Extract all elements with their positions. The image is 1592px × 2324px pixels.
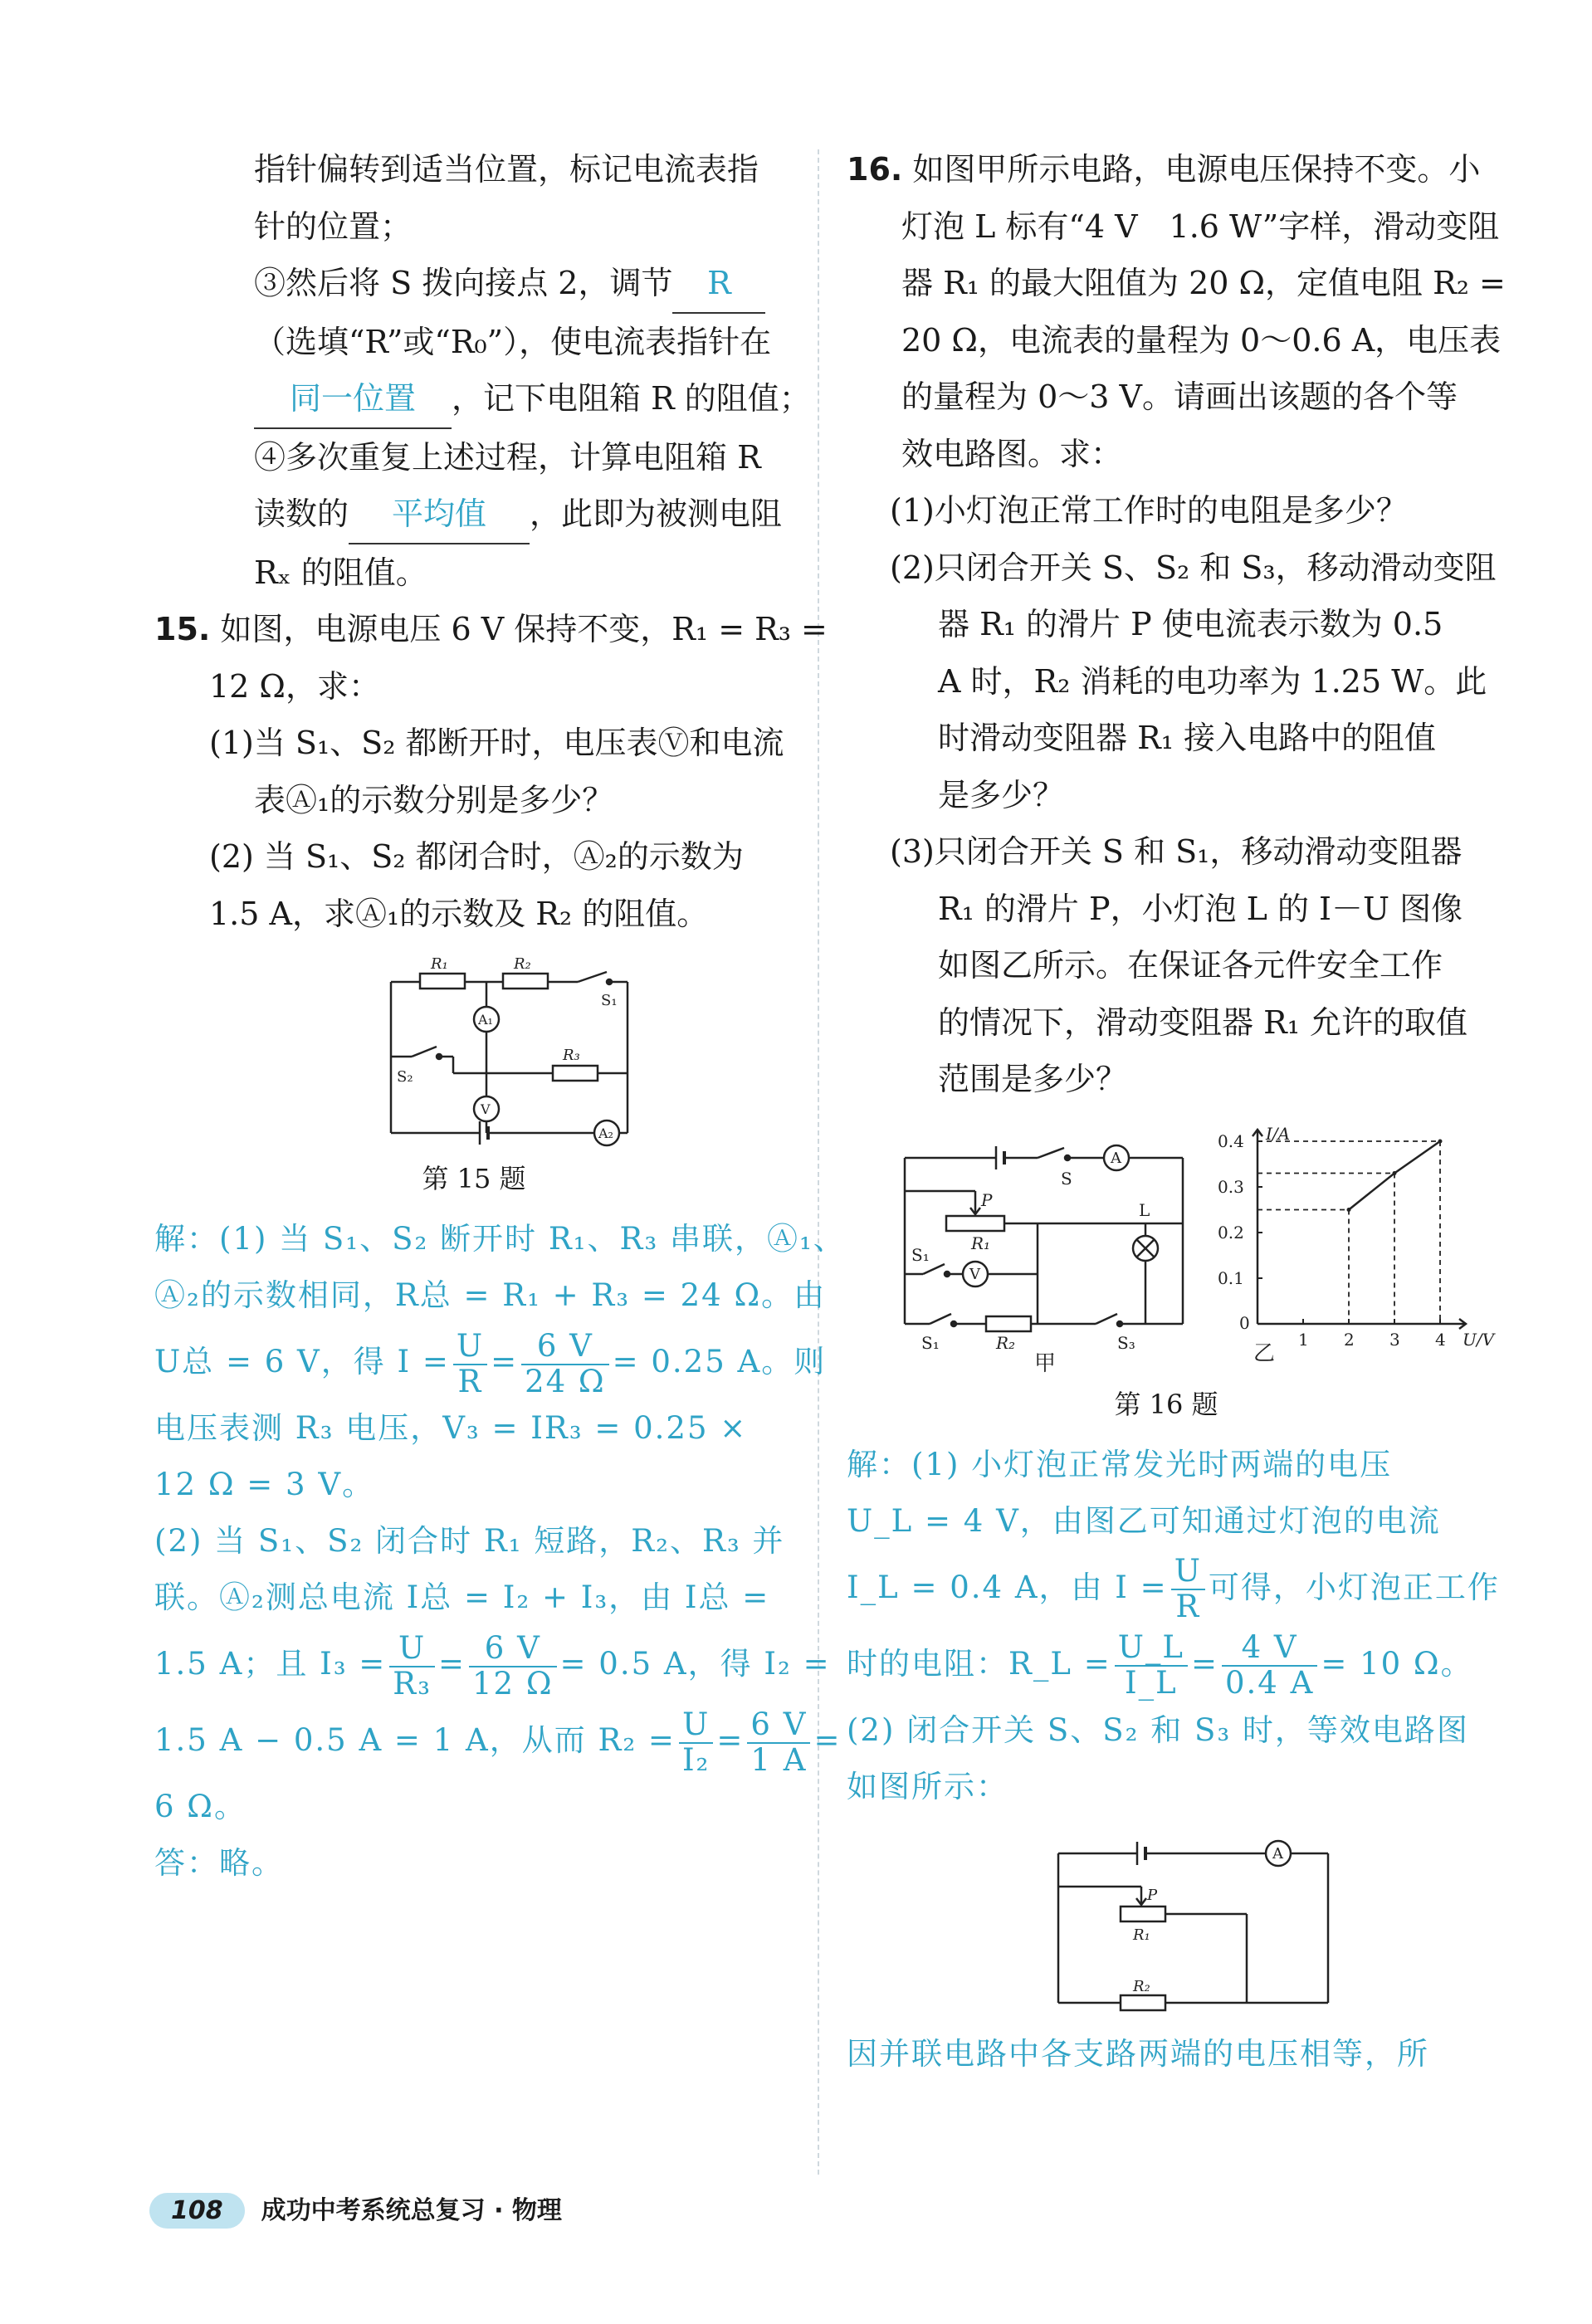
answer-blank: R	[672, 255, 765, 314]
text-line: 的情况下，滑动变阻器 R₁ 允许的取值	[938, 1003, 1468, 1041]
fraction: $\frac{U}{\text{R₃}}$	[389, 1632, 435, 1701]
fraction: $\frac{6 V}{1 A}$	[747, 1708, 810, 1777]
text-line: 表Ⓐ₁的示数分别是多少？	[254, 781, 614, 818]
text-line: 效电路图。求：	[901, 435, 1123, 472]
y-tick-label: 0.2	[1218, 1222, 1244, 1243]
answer-line: 答：略。	[154, 1845, 284, 1881]
label-s1-bottom: S₁	[921, 1332, 940, 1353]
fraction: $\frac{6 V}{12 \Omega}$	[469, 1632, 557, 1701]
label-a1: A₁	[478, 1012, 493, 1028]
text-line: ③然后将 S 拨向接点 2，调节 R	[154, 255, 794, 314]
label-p: P	[981, 1189, 993, 1210]
label-r3: R₃	[563, 1047, 580, 1064]
label-r2-eq: R₂	[1133, 1977, 1150, 1995]
answer-line: 联。Ⓐ₂测总电流 I总 = I₂ + I₃，由 I总 =	[154, 1579, 770, 1615]
fraction: $\frac{6 V}{24 \Omega}$	[521, 1330, 609, 1399]
answer-line: Ⓐ₂的示数相同，R总 = R₁ + R₃ = 24 Ω。由	[154, 1277, 827, 1313]
text-line: 1.5 A，求Ⓐ₁的示数及 R₂ 的阻值。	[209, 895, 709, 932]
question-15-stem: 15. 如图，电源电压 6 V 保持不变，R₁ = R₃ =	[154, 611, 828, 647]
answer-blank: 同一位置	[254, 370, 452, 429]
label-yi: 乙	[1253, 1340, 1276, 1366]
label-a2: A₂	[598, 1125, 613, 1141]
label-s1-16: S₁	[911, 1244, 930, 1265]
x-tick-label: 2	[1344, 1329, 1355, 1350]
x-tick-label: 3	[1389, 1329, 1400, 1350]
text-line: ④多次重复上述过程，计算电阻箱 R	[254, 438, 761, 476]
fraction: $\frac{U}{R}$	[453, 1330, 487, 1399]
text-line: 的量程为 0～3 V。请画出该题的各个等	[901, 378, 1458, 415]
text-line: 如图乙所示。在保证各元件安全工作	[938, 947, 1443, 984]
question-16-stem: 16. 如图甲所示电路，电源电压保持不变。小	[847, 151, 1481, 188]
question-number: 15.	[154, 611, 211, 647]
text-line: 读数的 平均值 ，此即为被测电阻	[154, 486, 794, 544]
answer-line: 如图所示：	[847, 1768, 1008, 1804]
figure-caption-16: 第 16 题	[1114, 1388, 1218, 1420]
label-r2-16: R₂	[996, 1332, 1016, 1353]
column-divider	[818, 149, 819, 2175]
text-line: 20 Ω，电流表的量程为 0～0.6 A，电压表	[901, 321, 1502, 359]
answer-line: 时的电阻：R_L = $\frac{U\_L}{I\_L}$ = $\frac{4 V}{0.4 A}$ = 10 Ω。	[847, 1629, 1473, 1701]
text-line: 时滑动变阻器 R₁ 接入电路中的阻值	[938, 720, 1437, 756]
answer-line: 1.5 A − 0.5 A = 1 A，从而 R₂ = $\frac{U}{\text{I₂}}$ = $\frac{6 V}{1 A}$ =	[154, 1706, 842, 1778]
data-point	[1438, 1139, 1443, 1143]
answer-line: 12 Ω = 3 V。	[154, 1467, 375, 1502]
label-jia: 甲	[1034, 1350, 1057, 1376]
answer-line: 解：(1) 当 S₁、S₂ 断开时 R₁、R₃ 串联，Ⓐ₁、	[154, 1221, 846, 1257]
answer-line: 解：(1) 小灯泡正常发光时两端的电压	[847, 1446, 1393, 1482]
left-column	[154, 141, 846, 1892]
answer-line: 电压表测 R₃ 电压，V₃ = IR₃ = 0.25 ×	[154, 1410, 748, 1446]
page-footer	[149, 2190, 562, 2229]
label-v-16: V	[969, 1265, 980, 1283]
text-line: 范围是多少？	[938, 1061, 1128, 1097]
x-tick-label: 4	[1435, 1329, 1446, 1350]
y-tick-label: 0.4	[1218, 1130, 1244, 1151]
label-r2: R₂	[514, 955, 531, 973]
y-axis-label: I/A	[1266, 1123, 1291, 1144]
text-line: R₁ 的滑片 P，小灯泡 L 的 I－U 图像	[938, 890, 1463, 927]
x-tick-label: 0	[1239, 1312, 1250, 1333]
label-s: S	[1061, 1168, 1072, 1189]
text-line: (2) 当 S₁、S₂ 都闭合时，Ⓐ₂的示数为	[209, 838, 744, 875]
answer-line: 6 Ω。	[154, 1789, 247, 1824]
text-line: Rₓ 的阻值。	[254, 554, 427, 591]
label-a: A	[1111, 1149, 1121, 1167]
text-line: 同一位置 ，记下电阻箱 R 的阻值；	[154, 370, 794, 429]
answer-line: I_L = 0.4 A，由 I = $\frac{U}{R}$ 可得，小灯泡正工作	[847, 1553, 1500, 1624]
answer-line: U总 = 6 V，得 I = $\frac{U}{R}$ = $\frac{6 V}{24 \Omega}$ = 0.25 A。则	[154, 1327, 827, 1399]
data-point	[1393, 1171, 1397, 1175]
answer-line: U_L = 4 V，由图乙可知通过灯泡的电流	[847, 1502, 1441, 1539]
label-s3: S₃	[1117, 1332, 1135, 1353]
data-point	[1347, 1208, 1351, 1212]
text-line: (3)只闭合开关 S 和 S₁，移动滑动变阻器	[890, 833, 1463, 870]
answer-line: 因并联电路中各支路两端的电压相等，所	[847, 2035, 1429, 2072]
label-r1-eq: R₁	[1133, 1926, 1150, 1944]
x-tick-label: 1	[1298, 1329, 1309, 1350]
label-l: L	[1139, 1199, 1150, 1220]
question-number: 16.	[847, 151, 903, 188]
text-line: 指针偏转到适当位置，标记电流表指	[254, 151, 759, 188]
fraction: $\frac{U\_L}{I\_L}$	[1115, 1631, 1188, 1700]
circuit-diagram-16-jia	[905, 1145, 1183, 1331]
label-s2: S₂	[397, 1068, 413, 1086]
circuit-diagram-15	[154, 957, 794, 1148]
x-axis-label: U/V	[1463, 1329, 1495, 1350]
fraction: $\frac{4 V}{0.4 A}$	[1222, 1631, 1317, 1700]
answer-line: 1.5 A；且 I₃ = $\frac{U}{\text{R₃}}$ = $\frac{6 V}{12 \Omega}$ = 0.5 A，得 I₂ =	[154, 1629, 831, 1702]
y-tick-label: 0.3	[1218, 1176, 1244, 1197]
answer-blank: 平均值	[349, 486, 530, 544]
figure-16	[847, 1123, 1495, 1376]
right-column	[847, 141, 1506, 2082]
fraction: $\frac{U}{R}$	[1171, 1555, 1205, 1623]
text-line: 12 Ω，求：	[209, 667, 380, 705]
y-tick-label: 0.1	[1218, 1267, 1244, 1288]
equivalent-circuit-16	[847, 1828, 1486, 2019]
book-title: 成功中考系统总复习 · 物理	[261, 2196, 562, 2225]
text-line: 器 R₁ 的最大阻值为 20 Ω，定值电阻 R₂ =	[901, 265, 1506, 301]
text-line: A 时，R₂ 消耗的电功率为 1.25 W。此	[938, 662, 1487, 700]
text-line: （选填“R”或“R₀”），使电流表指针在	[254, 323, 772, 360]
text-line: 针的位置；	[254, 208, 413, 245]
label-r1-16: R₁	[971, 1233, 991, 1253]
iu-chart	[1218, 1124, 1497, 1366]
label-r1: R₁	[431, 955, 448, 973]
text-line: 灯泡 L 标有“4 V 1.6 W”字样，滑动变阻	[901, 208, 1500, 245]
label-s1: S₁	[601, 992, 618, 1009]
answer-line: (2) 闭合开关 S、S₂ 和 S₃ 时，等效电路图	[847, 1711, 1469, 1748]
label-a-eq: A	[1272, 1844, 1283, 1863]
text-line: 器 R₁ 的滑片 P 使电流表示数为 0.5	[938, 606, 1443, 642]
label-p-eq: P	[1147, 1886, 1158, 1904]
text-line: (1)小灯泡正常工作时的电阻是多少？	[890, 492, 1408, 529]
page-number: 108	[149, 2193, 245, 2229]
answer-line: (2) 当 S₁、S₂ 闭合时 R₁ 短路，R₂、R₃ 并	[154, 1523, 785, 1559]
fraction: $\frac{U}{\text{I₂}}$	[679, 1708, 713, 1777]
text-line: (1)当 S₁、S₂ 都断开时，电压表Ⓥ和电流	[209, 725, 784, 761]
figure-caption-15: 第 15 题	[422, 1163, 526, 1194]
text-line: 是多少？	[938, 776, 1065, 813]
label-v: V	[481, 1101, 491, 1117]
text-line: (2)只闭合开关 S、S₂ 和 S₃，移动滑动变阻	[890, 549, 1497, 586]
